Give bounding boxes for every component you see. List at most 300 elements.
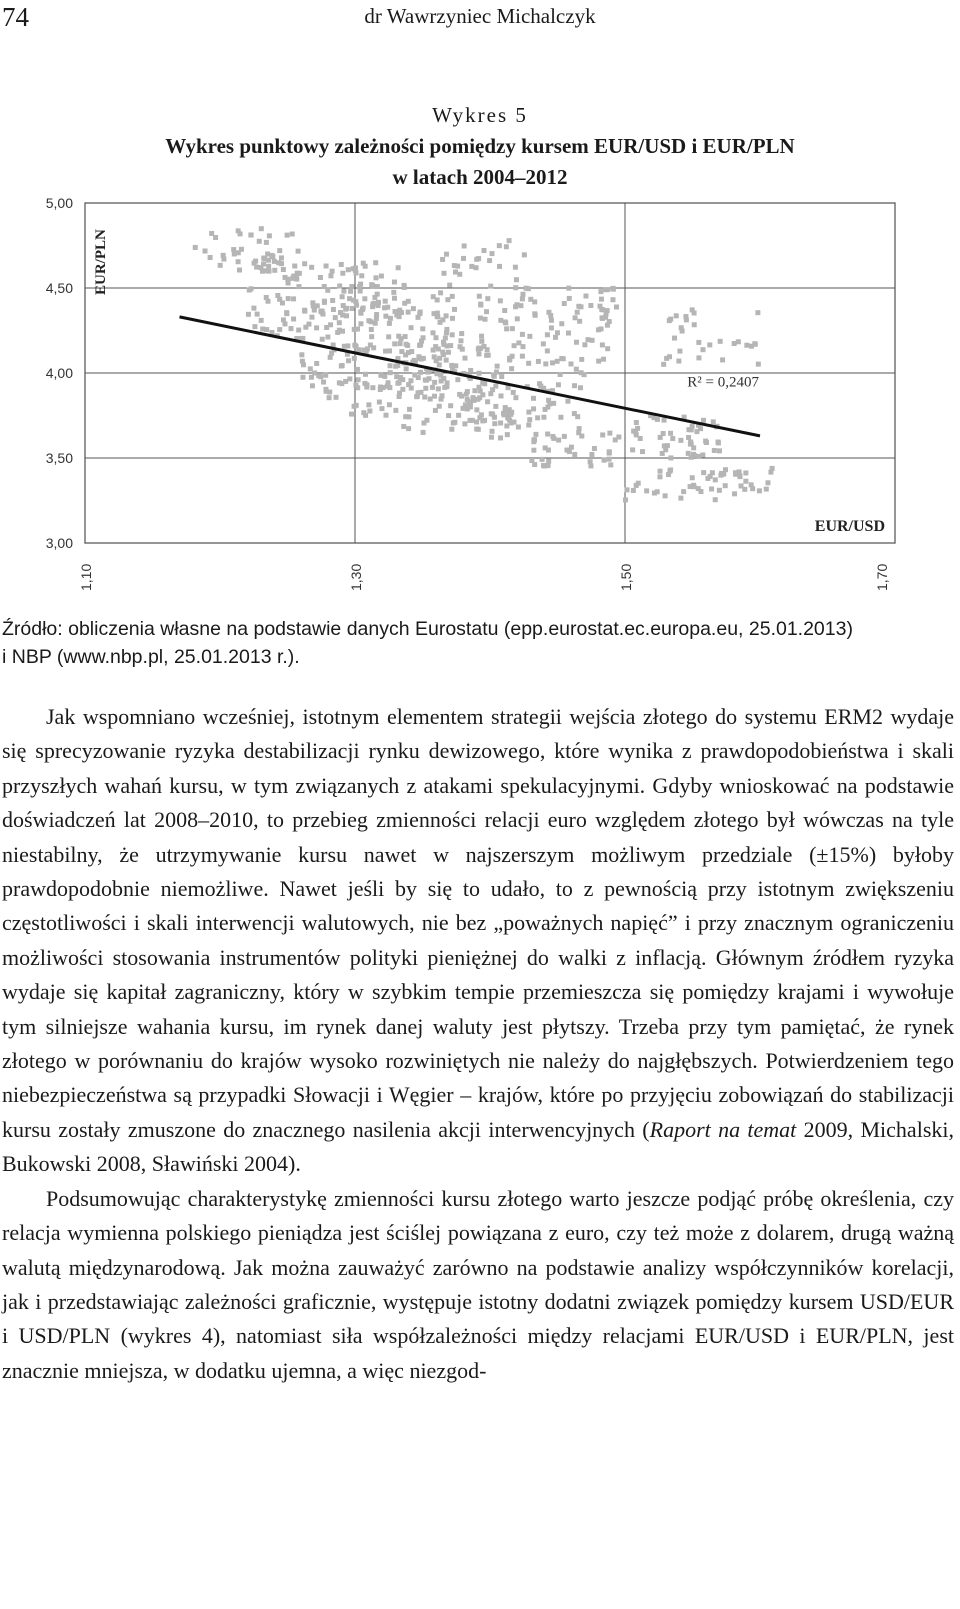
source-line2: i NBP (www.nbp.pl, 25.01.2013 r.). <box>2 646 300 668</box>
scatter-point <box>700 347 705 352</box>
scatter-point <box>328 273 333 278</box>
scatter-point <box>354 303 359 308</box>
scatter-point <box>300 375 305 380</box>
scatter-point <box>481 248 486 253</box>
scatter-point <box>513 395 518 400</box>
scatter-point <box>579 357 584 362</box>
scatter-point <box>341 303 346 308</box>
scatter-point <box>631 488 636 493</box>
scatter-point <box>569 445 574 450</box>
scatter-point <box>549 318 554 323</box>
scatter-point <box>391 290 396 295</box>
scatter-point <box>296 249 301 254</box>
scatter-point <box>388 316 393 321</box>
scatter-point <box>520 292 525 297</box>
scatter-point <box>503 320 508 325</box>
scatter-point <box>279 261 284 266</box>
chart-heading <box>0 100 960 193</box>
scatter-point <box>535 415 540 420</box>
scatter-point <box>246 312 251 317</box>
scatter-point <box>468 404 473 409</box>
scatter-point <box>436 386 441 391</box>
scatter-point <box>379 274 384 279</box>
scatter-point <box>572 383 577 388</box>
scatter-point <box>279 255 284 260</box>
scatter-point <box>574 340 579 345</box>
scatter-point <box>636 481 641 486</box>
scatter-point <box>324 264 329 269</box>
scatter-point <box>510 326 515 331</box>
scatter-point <box>373 275 378 280</box>
scatter-point <box>440 317 445 322</box>
scatter-point <box>555 359 560 364</box>
scatter-point <box>688 440 693 445</box>
y-tick-label: 3,00 <box>45 535 73 551</box>
scatter-point <box>499 374 504 379</box>
scatter-point <box>579 370 584 375</box>
scatter-point <box>614 305 619 310</box>
scatter-point <box>363 264 368 269</box>
scatter-point <box>422 395 427 400</box>
scatter-point <box>516 425 521 430</box>
scatter-point <box>757 488 762 493</box>
scatter-point <box>386 334 391 339</box>
page-number: 74 <box>2 2 29 32</box>
scatter-point <box>327 395 332 400</box>
scatter-point <box>374 316 379 321</box>
scatter-point <box>451 420 456 425</box>
scatter-point <box>668 431 673 436</box>
x-tick-label: 1,50 <box>618 563 634 591</box>
scatter-point <box>325 334 330 339</box>
y-tick-label: 3,50 <box>45 450 73 466</box>
scatter-point <box>321 380 326 385</box>
scatter-point <box>566 331 571 336</box>
scatter-point <box>267 233 272 238</box>
scatter-point <box>388 363 393 368</box>
scatter-point <box>333 315 338 320</box>
scatter-point <box>455 377 460 382</box>
scatter-point <box>324 325 329 330</box>
scatter-point <box>601 357 606 362</box>
scatter-point <box>600 342 605 347</box>
scatter-point <box>456 413 461 418</box>
scatter-point <box>668 467 673 472</box>
scatter-point <box>436 346 441 351</box>
scatter-point <box>605 346 610 351</box>
scatter-point <box>541 341 546 346</box>
scatter-point <box>498 420 503 425</box>
scatter-point <box>330 298 335 303</box>
scatter-point <box>255 312 260 317</box>
scatter-point <box>677 349 682 354</box>
scatter-point <box>281 267 286 272</box>
scatter-point <box>352 356 357 361</box>
scatter-point <box>402 301 407 306</box>
scatter-point <box>318 374 323 379</box>
scatter-point <box>692 310 697 315</box>
scatter-point <box>749 482 754 487</box>
scatter-point <box>392 279 397 284</box>
scatter-point <box>526 423 531 428</box>
scatter-point <box>600 432 605 437</box>
scatter-point <box>717 488 722 493</box>
scatter-point <box>358 289 363 294</box>
scatter-point <box>314 325 319 330</box>
scatter-point <box>549 325 554 330</box>
scatter-point <box>504 423 509 428</box>
scatter-point <box>369 327 374 332</box>
scatter-point <box>592 446 597 451</box>
scatter-point <box>203 249 208 254</box>
scatter-point <box>366 318 371 323</box>
scatter-point <box>267 269 272 274</box>
scatter-point <box>588 459 593 464</box>
scatter-point <box>602 458 607 463</box>
scatter-point <box>377 400 382 405</box>
scatter-point <box>433 335 438 340</box>
scatter-point <box>260 269 265 274</box>
scatter-point <box>354 344 359 349</box>
scatter-point <box>509 410 514 415</box>
y-tick-label: 4,00 <box>45 365 73 381</box>
scatter-point <box>236 228 241 233</box>
scatter-point <box>322 299 327 304</box>
scatter-point <box>541 463 546 468</box>
scatter-point <box>497 264 502 269</box>
scatter-point <box>467 418 472 423</box>
scatter-point <box>494 370 499 375</box>
scatter-point <box>397 314 402 319</box>
scatter-point <box>372 295 377 300</box>
scatter-point <box>578 385 583 390</box>
scatter-point <box>526 410 531 415</box>
scatter-point <box>440 350 445 355</box>
scatter-point <box>289 326 294 331</box>
scatter-point <box>262 256 267 261</box>
scatter-point <box>418 310 423 315</box>
scatter-point <box>458 344 463 349</box>
scatter-point <box>367 408 372 413</box>
scatter-point <box>498 318 503 323</box>
scatter-point <box>598 304 603 309</box>
scatter-point <box>438 290 443 295</box>
scatter-point <box>297 271 302 276</box>
scatter-point <box>353 383 358 388</box>
y-tick-label: 4,50 <box>45 280 73 296</box>
scatter-point <box>488 284 493 289</box>
scatter-point <box>387 402 392 407</box>
scatter-point <box>596 359 601 364</box>
scatter-point <box>412 373 417 378</box>
scatter-point <box>264 240 269 245</box>
figure-source <box>2 615 957 671</box>
scatter-point <box>520 296 525 301</box>
scatter-point <box>309 315 314 320</box>
scatter-point <box>689 455 694 460</box>
scatter-point <box>681 489 686 494</box>
scatter-point <box>395 381 400 386</box>
scatter-point <box>686 435 691 440</box>
scatter-point <box>252 324 257 329</box>
scatter-point <box>361 410 366 415</box>
scatter-point <box>331 307 336 312</box>
scatter-point <box>369 334 374 339</box>
scatter-point <box>330 269 335 274</box>
scatter-point <box>193 245 198 250</box>
scatter-point <box>663 447 668 452</box>
scatter-point <box>565 399 570 404</box>
scatter-point <box>562 301 567 306</box>
scatter-point <box>387 385 392 390</box>
scatter-point <box>231 247 236 252</box>
figure-label: Wykres 5 <box>432 103 528 127</box>
scatter-point <box>666 472 671 477</box>
scatter-point <box>476 351 481 356</box>
scatter-point <box>520 354 525 359</box>
scatter-point <box>546 448 551 453</box>
scatter-point <box>453 270 458 275</box>
scatter-point <box>658 435 663 440</box>
scatter-point <box>373 260 378 265</box>
scatter-point <box>599 297 604 302</box>
scatter-point <box>526 361 531 366</box>
scatter-point <box>421 356 426 361</box>
scatter-point <box>249 232 254 237</box>
scatter-point <box>478 316 483 321</box>
scatter-point <box>408 378 413 383</box>
scatter-point <box>559 356 564 361</box>
scatter-point <box>291 296 296 301</box>
scatter-point <box>370 283 375 288</box>
scatter-point <box>443 336 448 341</box>
scatter-point <box>492 421 497 426</box>
scatter-point <box>492 374 497 379</box>
scatter-point <box>370 385 375 390</box>
scatter-point <box>668 455 673 460</box>
scatter-point <box>314 361 319 366</box>
x-tick-label: 1,30 <box>348 563 364 591</box>
scatter-point <box>670 436 675 441</box>
scatter-point <box>269 253 274 258</box>
scatter-point <box>355 367 360 372</box>
scatter-point <box>574 367 579 372</box>
scatter-point <box>487 258 492 263</box>
scatter-point <box>349 412 354 417</box>
scatter-point <box>478 303 483 308</box>
scatter-point <box>352 404 357 409</box>
scatter-point <box>691 445 696 450</box>
scatter-point <box>703 439 708 444</box>
scatter-point <box>341 289 346 294</box>
scatter-point <box>555 330 560 335</box>
scatter-point <box>446 350 451 355</box>
scatter-point <box>511 420 516 425</box>
scatter-point <box>232 251 237 256</box>
scatter-point <box>302 309 307 314</box>
scatter-point <box>290 231 295 236</box>
scatter-point <box>532 299 537 304</box>
scatter-point <box>435 314 440 319</box>
scatter-point <box>444 330 449 335</box>
scatter-point <box>680 329 685 334</box>
scatter-point <box>469 264 474 269</box>
paragraph-1-end: 2009, Michalski, Bukowski 2008, Sławiński 2004). <box>2 1116 954 1177</box>
scatter-point <box>358 311 363 316</box>
scatter-point <box>403 414 408 419</box>
scatter-point <box>421 430 426 435</box>
scatter-point <box>296 328 301 333</box>
scatter-point <box>407 407 412 412</box>
scatter-point <box>292 264 297 269</box>
scatter-point <box>485 347 490 352</box>
scatter-point <box>696 340 701 345</box>
scatter-point <box>264 327 269 332</box>
scatter-point <box>432 354 437 359</box>
scatter-point <box>323 373 328 378</box>
scatter-point <box>674 313 679 318</box>
scatter-point <box>417 343 422 348</box>
scatter-point <box>477 371 482 376</box>
scatter-point <box>479 339 484 344</box>
scatter-point <box>732 341 737 346</box>
scatter-point <box>448 403 453 408</box>
scatter-point <box>373 321 378 326</box>
scatter-point <box>251 306 256 311</box>
scatter-point <box>476 427 481 432</box>
scatter-point <box>257 239 262 244</box>
scatter-point <box>607 457 612 462</box>
scatter-point <box>368 343 373 348</box>
scatter-point <box>465 389 470 394</box>
scatter-point <box>518 303 523 308</box>
scatter-point <box>744 343 749 348</box>
scatter-point <box>277 248 282 253</box>
scatter-point <box>462 243 467 248</box>
scatter-point <box>358 321 363 326</box>
scatter-point <box>285 277 290 282</box>
scatter-point <box>444 252 449 257</box>
scatter-point <box>502 308 507 313</box>
scatter-point <box>477 415 482 420</box>
scatter-point <box>756 362 761 367</box>
scatter-point <box>375 284 380 289</box>
scatter-point <box>463 402 468 407</box>
scatter-point <box>770 466 775 471</box>
scatter-point <box>296 284 301 289</box>
scatter-point <box>694 429 699 434</box>
scatter-point <box>277 327 282 332</box>
scatter-point <box>545 332 550 337</box>
scatter-point <box>712 448 717 453</box>
scatter-point <box>459 394 464 399</box>
scatter-point <box>545 348 550 353</box>
scatter-point <box>497 243 502 248</box>
scatter-point <box>419 339 424 344</box>
scatter-point <box>723 483 728 488</box>
scatter-point <box>388 370 393 375</box>
scatter-point <box>664 356 669 361</box>
scatter-point <box>513 285 518 290</box>
scatter-point <box>474 407 479 412</box>
scatter-point <box>320 337 325 342</box>
scatter-point <box>486 353 491 358</box>
scatter-point <box>265 252 270 257</box>
scatter-point <box>485 296 490 301</box>
scatter-point <box>625 487 630 492</box>
scatter-point <box>397 391 402 396</box>
scatter-point <box>546 310 551 315</box>
scatter-point <box>692 322 697 327</box>
running-head: dr Wawrzyniec Michalczyk <box>364 4 596 28</box>
scatter-point <box>507 238 512 243</box>
scatter-point <box>447 283 452 288</box>
scatter-point <box>337 380 342 385</box>
scatter-point <box>545 432 550 437</box>
scatter-point <box>490 429 495 434</box>
scatter-point <box>638 436 643 441</box>
scatter-point <box>266 264 271 269</box>
scatter-point <box>379 406 384 411</box>
scatter-point <box>346 358 351 363</box>
scatter-point <box>362 381 367 386</box>
scatter-point <box>553 335 558 340</box>
scatter-point <box>284 310 289 315</box>
scatter-point <box>575 310 580 315</box>
scatter-point <box>607 449 612 454</box>
scatter-point <box>635 426 640 431</box>
scatter-point <box>428 396 433 401</box>
scatter-point <box>434 371 439 376</box>
scatter-point <box>421 421 426 426</box>
scatter-point <box>283 321 288 326</box>
scatter-point <box>409 325 414 330</box>
scatter-point <box>450 316 455 321</box>
scatter-point <box>531 396 536 401</box>
scatter-point <box>392 341 397 346</box>
scatter-point <box>588 303 593 308</box>
scatter-point <box>520 344 525 349</box>
paragraph-2: Podsumowując charakterystykę zmienności kursu złotego warto jeszcze podjąć próbę określenia, czy relacja wymienna polskiego pieniądza jest ściślej powiązana z euro, czy też może z dolarem, drugą ważną walutą międzynarodową. Jak można zauważyć zarówno na podstawie analizy współczynników korelacji, jak i przedstawiając zależności graficznie, występuje istotny dodatni związek pomiędzy kursem USD/EUR i USD/PLN (wykres 4), natomiast siła współzależności między relacjami EUR/USD i EUR/PLN, jest znacznie mniejsza, w dodatku ujemna, a więc niezgod- <box>2 1185 954 1383</box>
scatter-point <box>431 294 436 299</box>
scatter-point <box>709 486 714 491</box>
scatter-point <box>437 356 442 361</box>
scatter-point <box>387 348 392 353</box>
scatter-point <box>459 331 464 336</box>
scatter-point <box>522 252 527 257</box>
scatter-point <box>376 300 381 305</box>
scatter-point <box>644 488 649 493</box>
scatter-point <box>463 356 468 361</box>
x-tick-label: 1,10 <box>78 563 94 591</box>
scatter-point <box>285 233 290 238</box>
scatter-point <box>280 300 285 305</box>
scatter-point <box>732 491 737 496</box>
scatter-point <box>386 380 391 385</box>
scatter-point <box>321 312 326 317</box>
scatter-point <box>489 251 494 256</box>
scatter-point <box>302 261 307 266</box>
scatter-point <box>510 354 515 359</box>
scatter-point <box>505 432 510 437</box>
scatter-point <box>452 307 457 312</box>
scatter-point <box>676 359 681 364</box>
scatter-point <box>259 318 264 323</box>
scatter-point <box>340 329 345 334</box>
scatter-point <box>384 413 389 418</box>
scatter-point <box>509 366 514 371</box>
scatter-point <box>504 326 509 331</box>
